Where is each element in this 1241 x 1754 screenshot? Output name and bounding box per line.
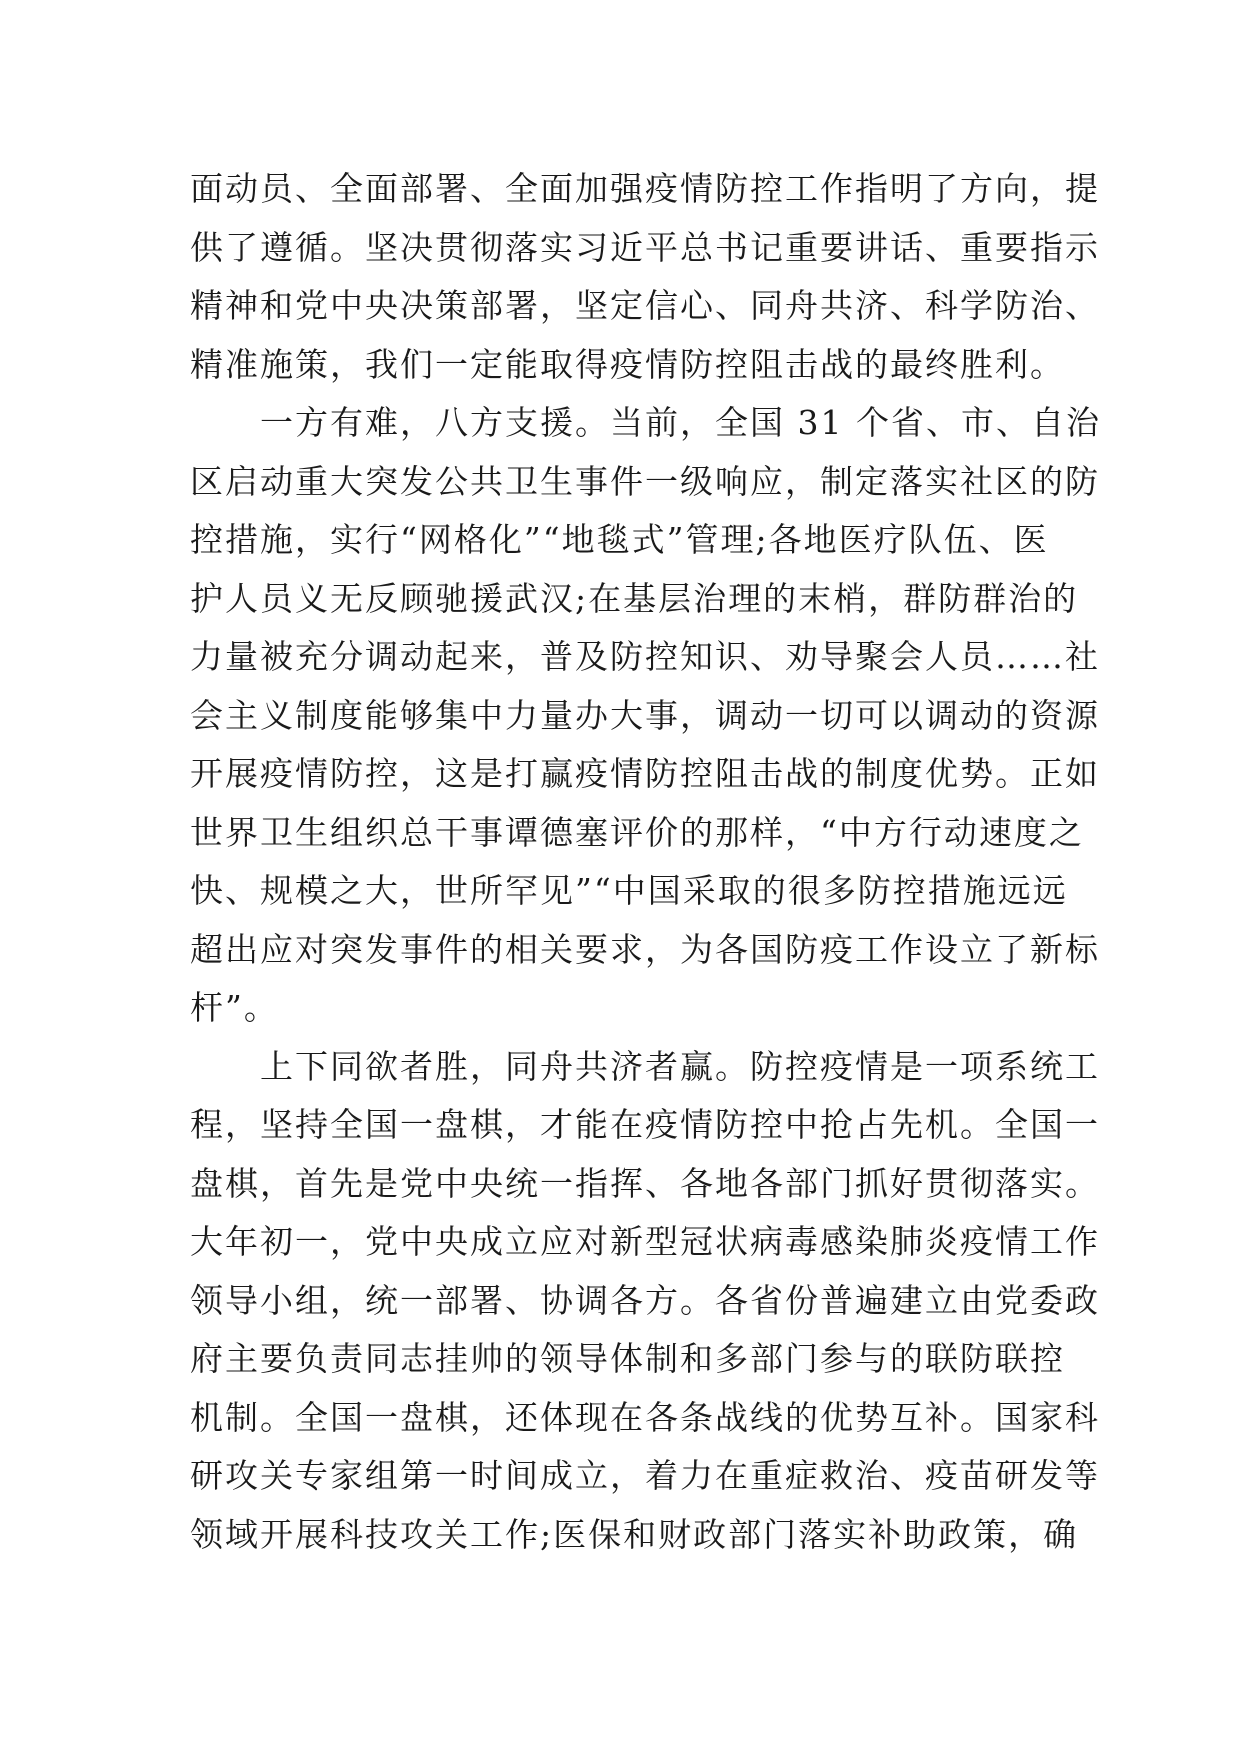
text-line: 区启动重大突发公共卫生事件一级响应，制定落实社区的防 [190,461,1100,501]
text-line: 世界卫生组织总干事谭德塞评价的那样，“中方行动速度之 [190,812,1084,852]
text-line: 精准施策，我们一定能取得疫情防控阻击战的最终胜利。 [190,344,1065,384]
document-body [190,160,1101,1564]
text-line: 杆”。 [190,988,279,1027]
text-line: 精神和党中央决策部署，坚定信心、同舟共济、科学防治、 [190,286,1100,325]
text-line: 大年初一，党中央成立应对新型冠状病毒感染肺炎疫情工作 [190,1222,1100,1261]
text-line: 力量被充分调动起来，普及防控知识、劝导聚会人员……社 [190,637,1100,676]
text-line: 盘棋，首先是党中央统一指挥、各地各部门抓好贯彻落实。 [190,1163,1100,1203]
text-line: 快、规模之大，世所罕见”“中国采取的很多防控措施远远 [190,871,1068,910]
text-line: 府主要负责同志挂帅的领导体制和多部门参与的联防联控 [190,1339,1065,1378]
text-line: 研攻关专家组第一时间成立，着力在重症救治、疫苗研发等 [190,1456,1100,1495]
text-line: 一方有难，八方支援。当前，全国 31 个省、市、自治 [260,403,1101,442]
text-line: 面动员、全面部署、全面加强疫情防控工作指明了方向，提 [190,169,1100,208]
text-line: 程，坚持全国一盘棋，才能在疫情防控中抢占先机。全国一 [190,1105,1100,1144]
text-line: 控措施，实行“网格化”“地毯式”管理;各地医疗队伍、医 [190,520,1049,559]
text-line: 开展疫情防控，这是打赢疫情防控阻击战的制度优势。正如 [190,754,1100,793]
text-line: 领域开展科技攻关工作;医保和财政部门落实补助政策，确 [190,1514,1079,1554]
text-line: 超出应对突发事件的相关要求，为各国防疫工作设立了新标 [190,929,1100,969]
text-line: 会主义制度能够集中力量办大事，调动一切可以调动的资源 [190,695,1100,735]
text-line: 护人员义无反顾驰援武汉;在基层治理的末梢，群防群治的 [190,578,1079,618]
text-line: 领导小组，统一部署、协调各方。各省份普遍建立由党委政 [190,1280,1100,1320]
text-line: 供了遵循。坚决贯彻落实习近平总书记重要讲话、重要指示 [190,227,1100,267]
text-line: 上下同欲者胜，同舟共济者赢。防控疫情是一项系统工 [260,1046,1100,1086]
text-line: 机制。全国一盘棋，还体现在各条战线的优势互补。国家科 [190,1397,1100,1437]
